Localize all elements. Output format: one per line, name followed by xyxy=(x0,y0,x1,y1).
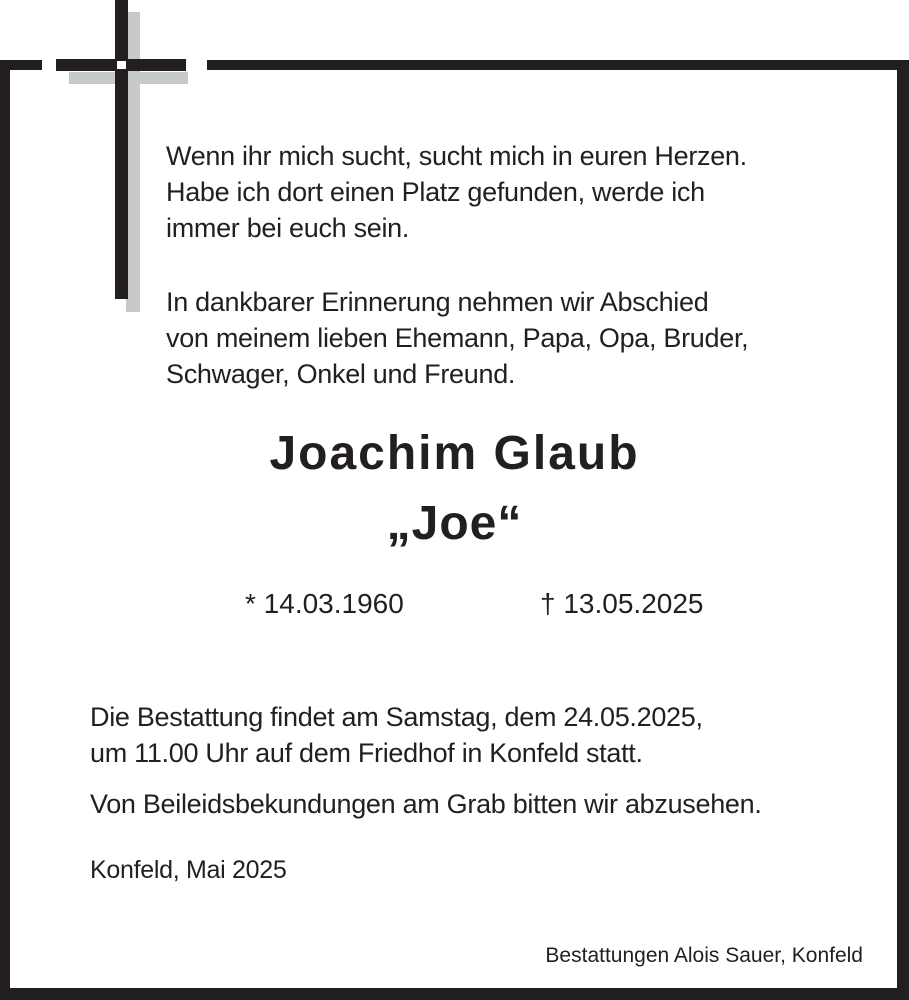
undertaker-credit: Bestattungen Alois Sauer, Konfeld xyxy=(545,944,863,967)
frame-bottom-edge xyxy=(0,988,909,1000)
intro-text xyxy=(166,284,748,392)
intro-line: Schwager, Onkel und Freund. xyxy=(166,359,516,389)
poem-line: Wenn ihr mich sucht, sucht mich in euren Herzen. xyxy=(166,141,747,171)
cross-shadow-vertical xyxy=(126,12,140,312)
frame-top-right-segment xyxy=(207,60,909,70)
poem-line: Habe ich dort einen Platz gefunden, werde ich xyxy=(166,177,705,207)
funeral-line: Die Bestattung findet am Samstag, dem 24.05.2025, xyxy=(90,702,703,732)
place-date: Konfeld, Mai 2025 xyxy=(90,856,287,884)
death-date: † 13.05.2025 xyxy=(540,588,704,619)
deceased-nickname: „Joe“ xyxy=(386,497,523,550)
funeral-info xyxy=(90,699,703,771)
cross-vertical-beam xyxy=(115,0,128,299)
cross-center-highlight xyxy=(117,61,126,69)
intro-line: von meinem lieben Ehemann, Papa, Opa, Bruder, xyxy=(166,323,749,353)
deceased-name: Joachim Glaub xyxy=(269,427,640,480)
cross-shadow-horizontal xyxy=(69,72,188,84)
poem-verse xyxy=(166,138,747,246)
condolence-note: Von Beileidsbekundungen am Grab bitten wir abzusehen. xyxy=(90,789,762,819)
funeral-line: um 11.00 Uhr auf dem Friedhof in Konfeld statt. xyxy=(90,738,643,768)
poem-line: immer bei euch sein. xyxy=(166,213,410,243)
birth-date: * 14.03.1960 xyxy=(245,588,404,619)
intro-line: In dankbarer Erinnerung nehmen wir Abschied xyxy=(166,287,709,317)
